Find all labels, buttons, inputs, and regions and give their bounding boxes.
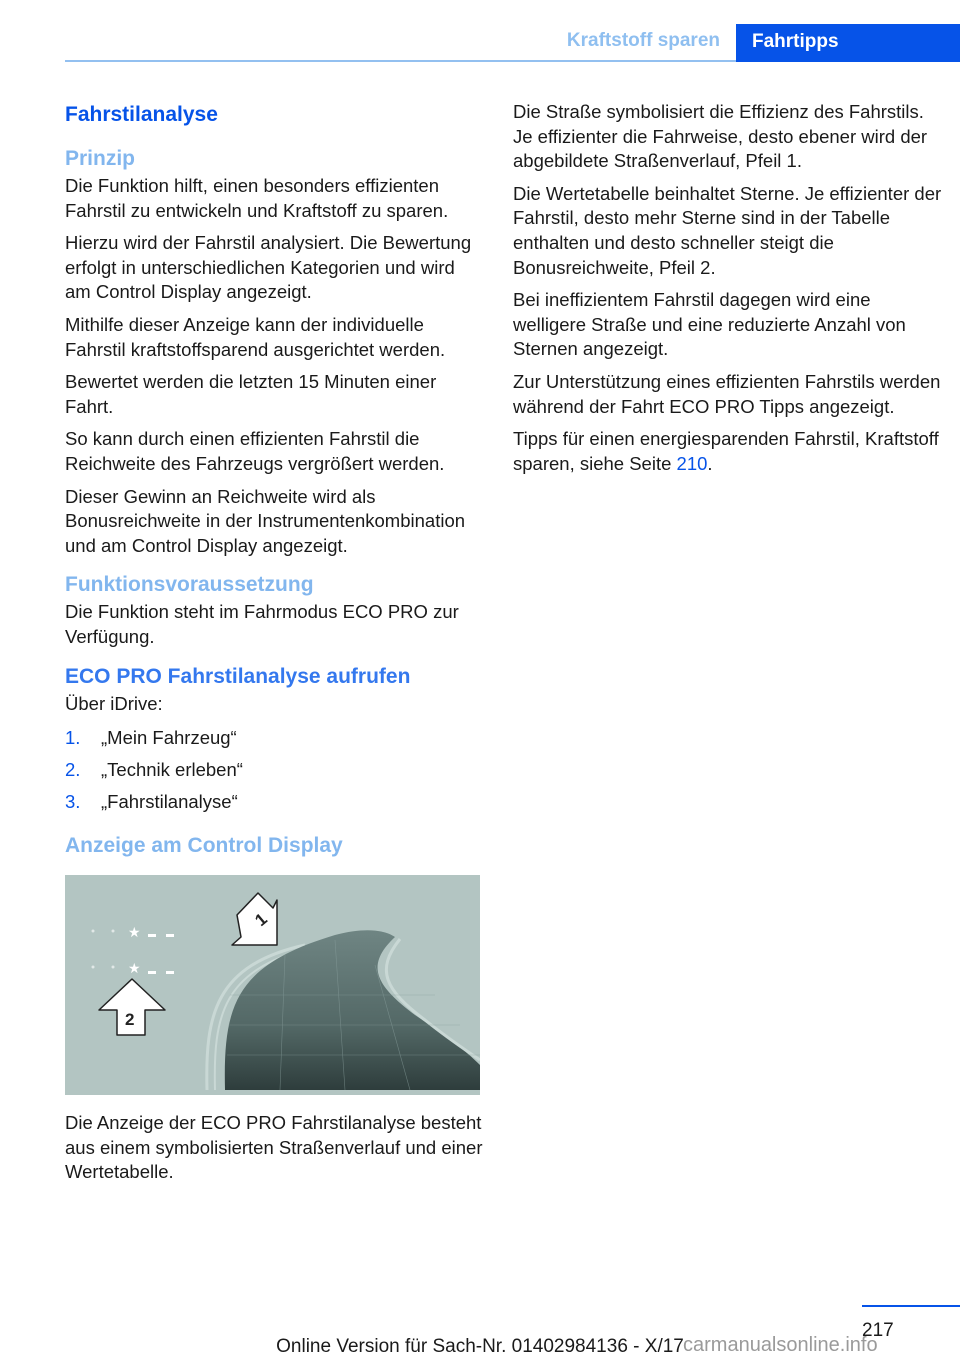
arrow-2-label: 2	[125, 1010, 135, 1030]
paragraph: Die Funktion steht im Fahrmodus ECO PRO zur Verfügung.	[65, 601, 459, 647]
control-display-figure	[65, 875, 480, 1095]
heading-prinzip: Prinzip	[65, 147, 136, 170]
footer-version: Online Version für Sach-Nr. 01402984136 - X/17	[276, 1336, 684, 1357]
step-label: „Technik erleben“	[101, 759, 243, 781]
section-tab[interactable]: Kraftstoff sparen	[566, 30, 720, 51]
page-reference-link[interactable]: 210	[676, 452, 708, 474]
road-illustration	[65, 875, 480, 1095]
paragraph: Über iDrive:	[65, 692, 163, 714]
star-icon: ★	[128, 960, 141, 977]
paragraph: Mithilfe dieser Anzeige kann der individuelle Fahrstil kraftstoffsparend ausgerichtet werden.	[65, 313, 446, 360]
paragraph: Zur Unterstützung eines effizienten Fahrstils werden während der Fahrt ECO PRO Tipps angezeigt.	[513, 370, 941, 417]
step-number: 2.	[65, 759, 81, 781]
paragraph-end: .	[707, 452, 713, 474]
step-number: 3.	[65, 791, 81, 813]
steps-list	[65, 726, 485, 815]
page-number: 217	[862, 1320, 894, 1341]
heading-aufrufen: ECO PRO Fahrstilanalyse aufrufen	[65, 664, 411, 688]
arrow-1-label: 1	[251, 909, 271, 931]
paragraph: Die Funktion hilft, einen besonders effizienten Fahrstil zu entwickeln und Kraftstoff zu sparen.	[65, 175, 449, 221]
list-item	[65, 726, 485, 751]
paragraph: Dieser Gewinn an Reichweite wird als Bonusreichweite in der Instrumentenkombination und am Control Display angezeigt.	[65, 485, 466, 556]
right-column	[513, 100, 943, 484]
section-title: Fahrstilanalyse	[65, 103, 218, 126]
paragraph	[513, 427, 943, 476]
list-item	[65, 790, 485, 815]
step-label: „Mein Fahrzeug“	[101, 727, 237, 749]
step-label: „Fahrstilanalyse“	[101, 791, 238, 813]
step-number: 1.	[65, 727, 81, 749]
paragraph: Bei ineffizientem Fahrstil dagegen wird eine welligere Straße und eine reduzierte Anzahl von Sternen angezeigt.	[513, 289, 906, 360]
paragraph: Bewertet werden die letzten 15 Minuten einer Fahrt.	[65, 371, 437, 417]
paragraph: Die Wertetabelle beinhaltet Sterne. Je effizienter der Fahrstil, desto mehr Sterne sind in der Tabelle enthalten und desto schneller steigt die Bonusreichweite, Pfeil 2.	[513, 182, 942, 278]
footer-rule	[862, 1305, 960, 1307]
star-icon: ★	[128, 924, 141, 941]
left-column	[65, 100, 485, 1193]
paragraph: So kann durch einen effizienten Fahrstil die Reichweite des Fahrzeugs vergrößert werden.	[65, 428, 445, 474]
figure-caption: Die Anzeige der ECO PRO Fahrstilanalyse besteht aus einem symbolisierten Straßenverlauf und einer Wertetabelle.	[65, 1112, 483, 1183]
paragraph: Hierzu wird der Fahrstil analysiert. Die Bewertung erfolgt in unterschiedlichen Kategorien und wird am Control Display angezeigt.	[65, 232, 472, 303]
paragraph-text: Tipps für einen energiesparenden Fahrstil, Kraftstoff sparen, siehe Seite	[513, 428, 939, 474]
list-item	[65, 758, 485, 783]
watermark: carmanualsonline.info	[683, 1334, 878, 1356]
page-header	[0, 0, 960, 62]
active-chapter-tab[interactable]: Fahrtipps	[736, 24, 960, 62]
heading-anzeige: Anzeige am Control Display	[65, 834, 343, 858]
heading-funktionsvoraussetzung: Funktionsvoraussetzung	[65, 573, 314, 597]
paragraph: Die Straße symbolisiert die Effizienz des Fahrstils. Je effizienter die Fahrweise, desto ebener wird der abgebildete Straßenverlauf, Pfeil 1.	[513, 101, 928, 172]
